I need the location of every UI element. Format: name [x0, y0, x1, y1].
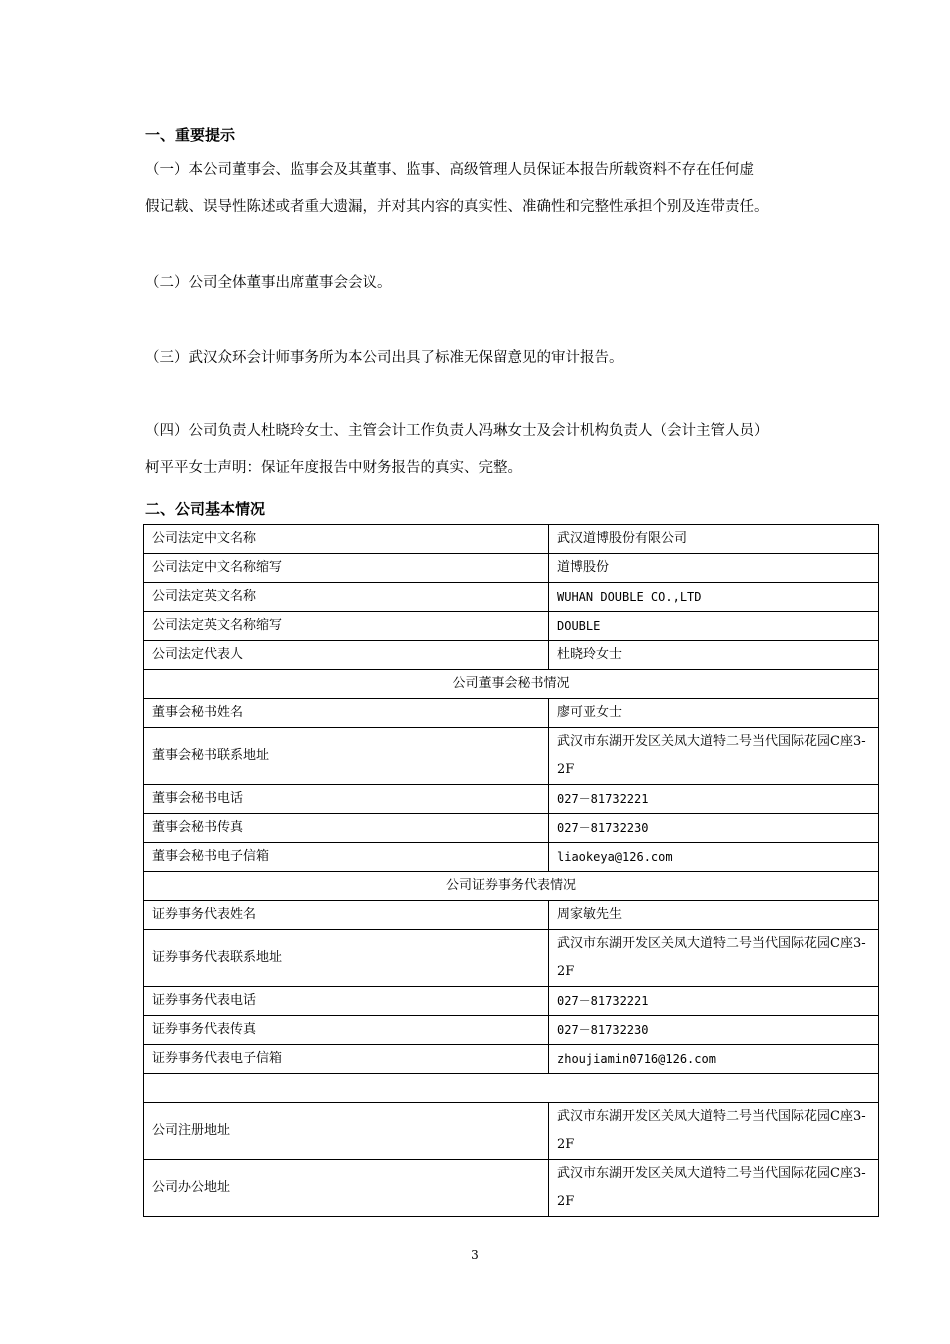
- row-value: 周家敏先生: [549, 901, 879, 930]
- row-label: 董事会秘书姓名: [144, 699, 549, 728]
- table-row: [144, 612, 879, 641]
- table-row: [144, 987, 879, 1016]
- table-row: [144, 814, 879, 843]
- row-value: zhoujiamin0716@126.com: [549, 1045, 879, 1074]
- row-value: 杜晓玲女士: [549, 641, 879, 670]
- row-label: 证券事务代表传真: [144, 1016, 549, 1045]
- row-label: 证券事务代表姓名: [144, 901, 549, 930]
- table-row: [144, 843, 879, 872]
- row-label: 董事会秘书电话: [144, 785, 549, 814]
- secretary-section-title: 公司董事会秘书情况: [144, 670, 879, 699]
- page-number: 3: [471, 1248, 479, 1262]
- row-label: 公司法定中文名称缩写: [144, 554, 549, 583]
- table-section-row: [144, 872, 879, 901]
- notice-paragraph-4-line-2: 柯平平女士声明：保证年度报告中财务报告的真实、完整。: [145, 460, 522, 476]
- row-label: 证券事务代表联系地址: [144, 930, 549, 987]
- row-value: liaokeya@126.com: [549, 843, 879, 872]
- table-row: [144, 1103, 879, 1160]
- table-row: [144, 699, 879, 728]
- table-row: [144, 901, 879, 930]
- row-value: DOUBLE: [549, 612, 879, 641]
- row-label: 公司办公地址: [144, 1160, 549, 1217]
- table-row: [144, 785, 879, 814]
- row-value: 道博股份: [549, 554, 879, 583]
- row-label: 证券事务代表电子信箱: [144, 1045, 549, 1074]
- table-row: [144, 930, 879, 987]
- row-value: 武汉市东湖开发区关凤大道特二号当代国际花园C座3-2F: [549, 728, 879, 785]
- notice-paragraph-2: （二）公司全体董事出席董事会会议。: [145, 275, 392, 291]
- section-heading-company-info: 二、公司基本情况: [145, 500, 266, 518]
- row-value: 武汉市东湖开发区关凤大道特二号当代国际花园C座3-2F: [549, 1103, 879, 1160]
- table-row: [144, 525, 879, 554]
- table-row: [144, 1016, 879, 1045]
- table-row: [144, 1045, 879, 1074]
- table-row: [144, 728, 879, 785]
- table-row: [144, 641, 879, 670]
- row-value: 027－81732221: [549, 987, 879, 1016]
- row-label: 董事会秘书传真: [144, 814, 549, 843]
- notice-paragraph-1-line-2: 假记载、误导性陈述或者重大遗漏，并对其内容的真实性、准确性和完整性承担个别及连带责任。: [145, 199, 769, 215]
- row-label: 董事会秘书联系地址: [144, 728, 549, 785]
- table-row: [144, 1160, 879, 1217]
- row-value: 027－81732221: [549, 785, 879, 814]
- row-value: 武汉道博股份有限公司: [549, 525, 879, 554]
- row-label: 公司法定中文名称: [144, 525, 549, 554]
- table-empty-row: [144, 1074, 879, 1103]
- table-section-row: [144, 670, 879, 699]
- row-label: 公司法定英文名称: [144, 583, 549, 612]
- row-label: 公司注册地址: [144, 1103, 549, 1160]
- notice-paragraph-1-line-1: （一）本公司董事会、监事会及其董事、监事、高级管理人员保证本报告所载资料不存在任何虚: [145, 162, 754, 178]
- rep-section-title: 公司证券事务代表情况: [144, 872, 879, 901]
- table-row: [144, 583, 879, 612]
- row-value: 027－81732230: [549, 814, 879, 843]
- row-label: 公司法定代表人: [144, 641, 549, 670]
- row-label: 董事会秘书电子信箱: [144, 843, 549, 872]
- company-info-table: [143, 524, 879, 1217]
- row-value: 廖可亚女士: [549, 699, 879, 728]
- notice-paragraph-1: [145, 152, 865, 226]
- row-label: 公司法定英文名称缩写: [144, 612, 549, 641]
- table-row: [144, 554, 879, 583]
- row-value: 027－81732230: [549, 1016, 879, 1045]
- row-value: WUHAN DOUBLE CO.,LTD: [549, 583, 879, 612]
- empty-cell: [144, 1074, 879, 1103]
- row-value: 武汉市东湖开发区关凤大道特二号当代国际花园C座3-2F: [549, 930, 879, 987]
- row-label: 证券事务代表电话: [144, 987, 549, 1016]
- notice-paragraph-4-line-1: （四）公司负责人杜晓玲女士、主管会计工作负责人冯琳女士及会计机构负责人（会计主管人员）: [145, 423, 769, 439]
- section-heading-important-notice: 一、重要提示: [145, 126, 236, 144]
- row-value: 武汉市东湖开发区关凤大道特二号当代国际花园C座3-2F: [549, 1160, 879, 1217]
- notice-paragraph-4: [145, 413, 865, 487]
- notice-paragraph-3: （三）武汉众环会计师事务所为本公司出具了标准无保留意见的审计报告。: [145, 350, 624, 366]
